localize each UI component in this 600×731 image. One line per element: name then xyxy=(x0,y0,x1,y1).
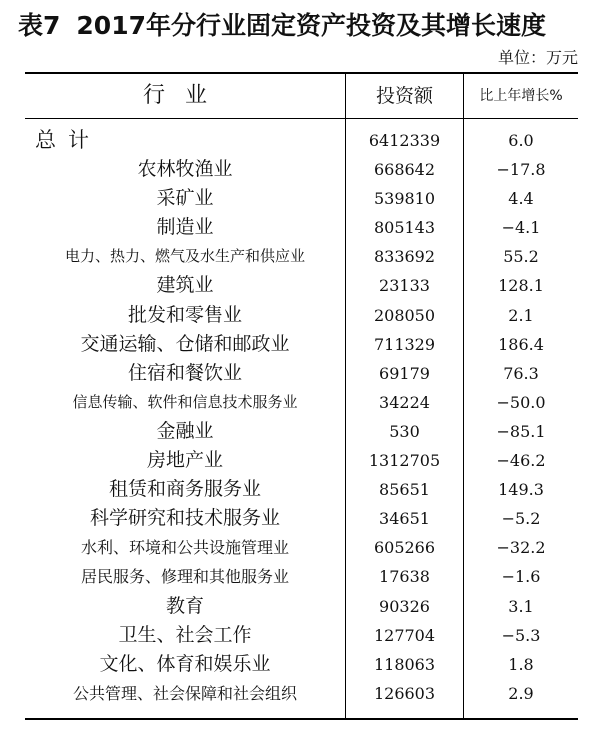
industry-name: 文化、体育和娱乐业 xyxy=(99,652,271,675)
investment-amount: 208050 xyxy=(373,305,436,325)
investment-amount: 530 xyxy=(389,421,420,441)
growth-rate: 3.1 xyxy=(508,596,534,616)
table-row xyxy=(25,388,578,417)
header-growth-rate: 比上年增长% xyxy=(479,88,563,104)
industry-name: 采矿业 xyxy=(156,187,214,210)
investment-amount: 1312705 xyxy=(368,451,441,471)
header-rule xyxy=(25,118,578,119)
industry-name: 水利、环境和公共设施管理业 xyxy=(80,538,289,558)
investment-amount: 34224 xyxy=(379,392,430,412)
growth-rate: −32.2 xyxy=(496,538,546,558)
growth-rate: 149.3 xyxy=(498,480,544,500)
growth-rate: −17.8 xyxy=(496,160,546,180)
growth-rate: 6.0 xyxy=(508,131,534,150)
industry-name: 信息传输、软件和信息技术服务业 xyxy=(72,392,298,411)
industry-name: 卫生、社会工作 xyxy=(118,623,252,646)
investment-amount: 85651 xyxy=(379,480,430,500)
industry-name: 总计 xyxy=(35,128,101,152)
investment-amount: 668642 xyxy=(373,160,436,180)
header-investment-amount: 投资额 xyxy=(375,85,433,107)
industry-name: 制造业 xyxy=(156,216,214,239)
industry-name: 金融业 xyxy=(156,419,214,442)
industry-name: 建筑业 xyxy=(156,274,214,297)
table-row xyxy=(25,562,578,591)
growth-rate: −46.2 xyxy=(496,451,546,471)
investment-amount: 17638 xyxy=(379,567,430,587)
header-industry: 行业 xyxy=(142,83,227,108)
table-bottom-rule xyxy=(25,718,578,720)
growth-rate: 2.1 xyxy=(508,305,534,325)
growth-rate: −50.0 xyxy=(496,392,546,412)
table-row xyxy=(25,242,578,271)
table-row xyxy=(25,650,578,679)
investment-amount: 34651 xyxy=(379,509,430,529)
investment-amount: 23133 xyxy=(379,276,430,296)
investment-amount: 539810 xyxy=(373,189,436,209)
table-row xyxy=(25,359,578,388)
table-body xyxy=(25,126,578,708)
table-row xyxy=(25,621,578,650)
investment-table xyxy=(25,72,578,720)
growth-rate: −5.3 xyxy=(501,625,541,645)
industry-name: 住宿和餐饮业 xyxy=(127,361,242,384)
table-row xyxy=(25,475,578,504)
table-row xyxy=(25,533,578,562)
unit-note: 单位：万元 xyxy=(497,48,578,67)
investment-amount: 6412339 xyxy=(368,131,441,150)
table-row xyxy=(25,446,578,475)
investment-amount: 118063 xyxy=(373,654,436,674)
table-row xyxy=(25,330,578,359)
industry-name: 批发和零售业 xyxy=(127,303,242,326)
growth-rate: −5.2 xyxy=(501,509,541,529)
table-row xyxy=(25,504,578,533)
growth-rate: −4.1 xyxy=(501,218,541,238)
growth-rate: −85.1 xyxy=(496,421,546,441)
investment-amount: 711329 xyxy=(373,334,436,354)
industry-name: 科学研究和技术服务业 xyxy=(89,507,280,530)
table-row xyxy=(25,592,578,621)
growth-rate: 76.3 xyxy=(503,363,539,383)
growth-rate: 2.9 xyxy=(508,683,534,703)
table-row xyxy=(25,417,578,446)
table-row xyxy=(25,184,578,213)
growth-rate: 128.1 xyxy=(498,276,544,296)
growth-rate: 55.2 xyxy=(503,247,539,267)
table-number: 表7 xyxy=(18,11,61,40)
growth-rate: 4.4 xyxy=(508,189,534,209)
industry-name: 公共管理、社会保障和社会组织 xyxy=(72,683,297,703)
table-title-text: 2017年分行业固定资产投资及其增长速度 xyxy=(76,11,546,40)
industry-name: 农林牧渔业 xyxy=(137,158,233,181)
table-row xyxy=(25,155,578,184)
table-row xyxy=(25,213,578,242)
industry-name: 居民服务、修理和其他服务业 xyxy=(80,567,289,587)
growth-rate: −1.6 xyxy=(501,567,541,587)
table-row xyxy=(25,301,578,330)
investment-amount: 605266 xyxy=(373,538,436,558)
investment-amount: 69179 xyxy=(379,363,430,383)
investment-amount: 833692 xyxy=(373,247,436,267)
investment-amount: 126603 xyxy=(373,683,436,703)
industry-name: 房地产业 xyxy=(146,449,223,472)
table-title xyxy=(18,6,593,46)
table-row xyxy=(25,126,578,155)
industry-name: 电力、热力、燃气及水生产和供应业 xyxy=(64,247,305,266)
table-row xyxy=(25,679,578,708)
growth-rate: 1.8 xyxy=(508,654,534,674)
table-row xyxy=(25,271,578,300)
investment-amount: 127704 xyxy=(373,625,436,645)
investment-amount: 90326 xyxy=(379,596,430,616)
investment-amount: 805143 xyxy=(373,218,436,238)
industry-name: 教育 xyxy=(165,594,204,617)
industry-name: 租赁和商务服务业 xyxy=(108,478,261,501)
growth-rate: 186.4 xyxy=(498,334,544,354)
industry-name: 交通运输、仓储和邮政业 xyxy=(80,332,290,355)
